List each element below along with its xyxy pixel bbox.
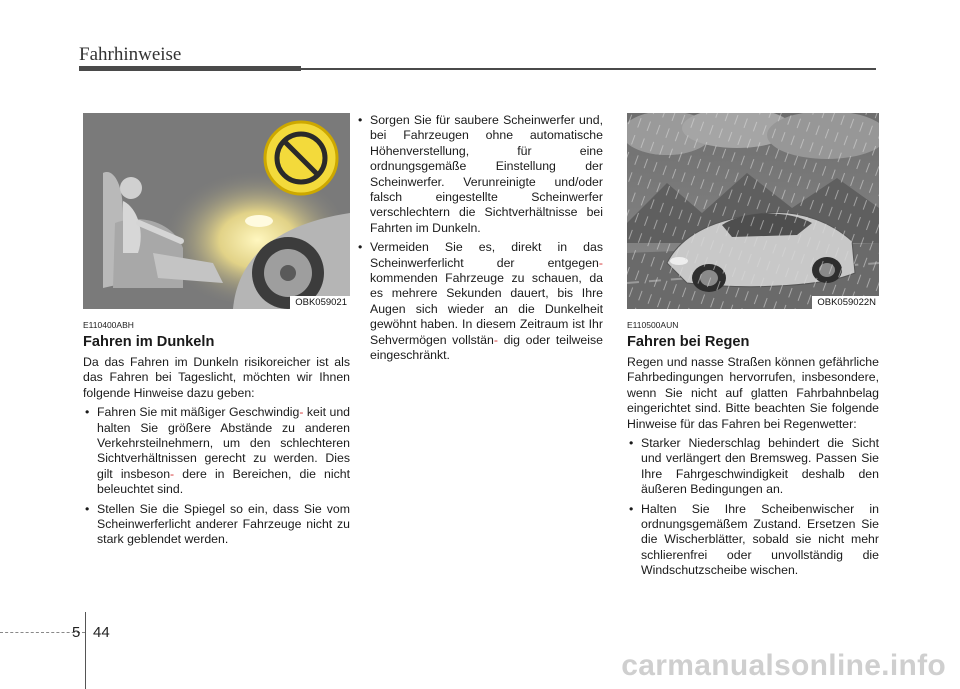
list-item: • Starker Niederschlag behindert die Sicht und verlängert den Bremsweg. Passen Sie Ihre Fahrgeschwindigkeit deshalb den äußeren Bedingungen an. — [627, 436, 879, 498]
bullet-list — [356, 113, 603, 364]
page-number: 44 — [93, 624, 110, 641]
figure-code: OBK059022N — [812, 296, 879, 309]
chapter-title: Fahrhinweise — [79, 44, 182, 65]
watermark: carmanualsonline.info — [621, 649, 946, 682]
list-item: • Fahren Sie mit mäßiger Geschwindig- keit und halten Sie größere Abstände zu anderen Verkehrsteilnehmern, um den schlechteren Sichtverhältnissen gerecht zu werden. Dies gilt insbeson- dere in Bereichen, die nicht beleuchtet sind. — [83, 405, 350, 497]
section-code: E110500AUN — [627, 320, 679, 330]
rainy-road-illustration — [627, 113, 879, 309]
list-item: • Halten Sie Ihre Scheibenwischer in ordnungsgemäßem Zustand. Ersetzen Sie die Wischerblätter, sobald sie nicht mehr schlierenfrei oder unvollständig die Windschutzscheibe wischen. — [627, 502, 879, 579]
section-intro: Da das Fahren im Dunkeln risikoreicher ist als das Fahren bei Tageslicht, möchten wir Ihnen folgende Hinweise dazu geben: — [83, 355, 350, 400]
section-intro: Regen und nasse Straßen können gefährliche Fahrbedingungen hervorrufen, insbesondere, wenn Sie nicht auf glatten Fahrbahnbelag eingerichtet sind. Bitte beachten Sie folgende Hinweise für das Fahren bei Regenwetter: — [627, 355, 879, 431]
section-heading: Fahren im Dunkeln — [83, 334, 215, 350]
night-glare-illustration — [83, 113, 350, 309]
header-rule-thick — [79, 66, 301, 71]
column-left — [83, 113, 350, 552]
rain-driving-illustration — [627, 113, 879, 309]
section-heading: Fahren bei Regen — [627, 334, 750, 350]
bullet-list — [83, 405, 350, 548]
chapter-number: 5 — [72, 624, 81, 641]
list-item: • Vermeiden Sie es, direkt in das Scheinwerferlicht der entgegen- kommenden Fahrzeuge zu schauen, da es mehrere Sekunden dauert, bis Ihre Augen sich wieder an die Dunkelheit gewöhnt haben. In diesem Zeitraum ist Ihr Sehvermögen vollstän- dig oder teilweise eingeschränkt. — [356, 240, 603, 363]
night-driving-illustration — [83, 113, 350, 309]
header-rule-thin — [301, 68, 876, 70]
list-item: • Stellen Sie die Spiegel so ein, dass Sie vom Scheinwerferlicht anderer Fahrzeuge nicht zu stark geblendet werden. — [83, 502, 350, 548]
figure-code: OBK059021 — [290, 296, 350, 309]
list-item: • Sorgen Sie für saubere Scheinwerfer und, bei Fahrzeugen ohne automatische Höhenverstellung, für eine ordnungsgemäße Einstellung der Scheinwerfer. Verunreinigte und/oder falsch eingestellte Scheinwerfer verschlechtern die Sichtverhältnisse bei Fahrten im Dunkeln. — [356, 113, 603, 236]
page-number-divider — [85, 612, 86, 689]
section-code: E110400ABH — [83, 320, 134, 330]
column-middle — [356, 113, 603, 368]
column-right — [627, 113, 879, 583]
bullet-list — [627, 436, 879, 579]
